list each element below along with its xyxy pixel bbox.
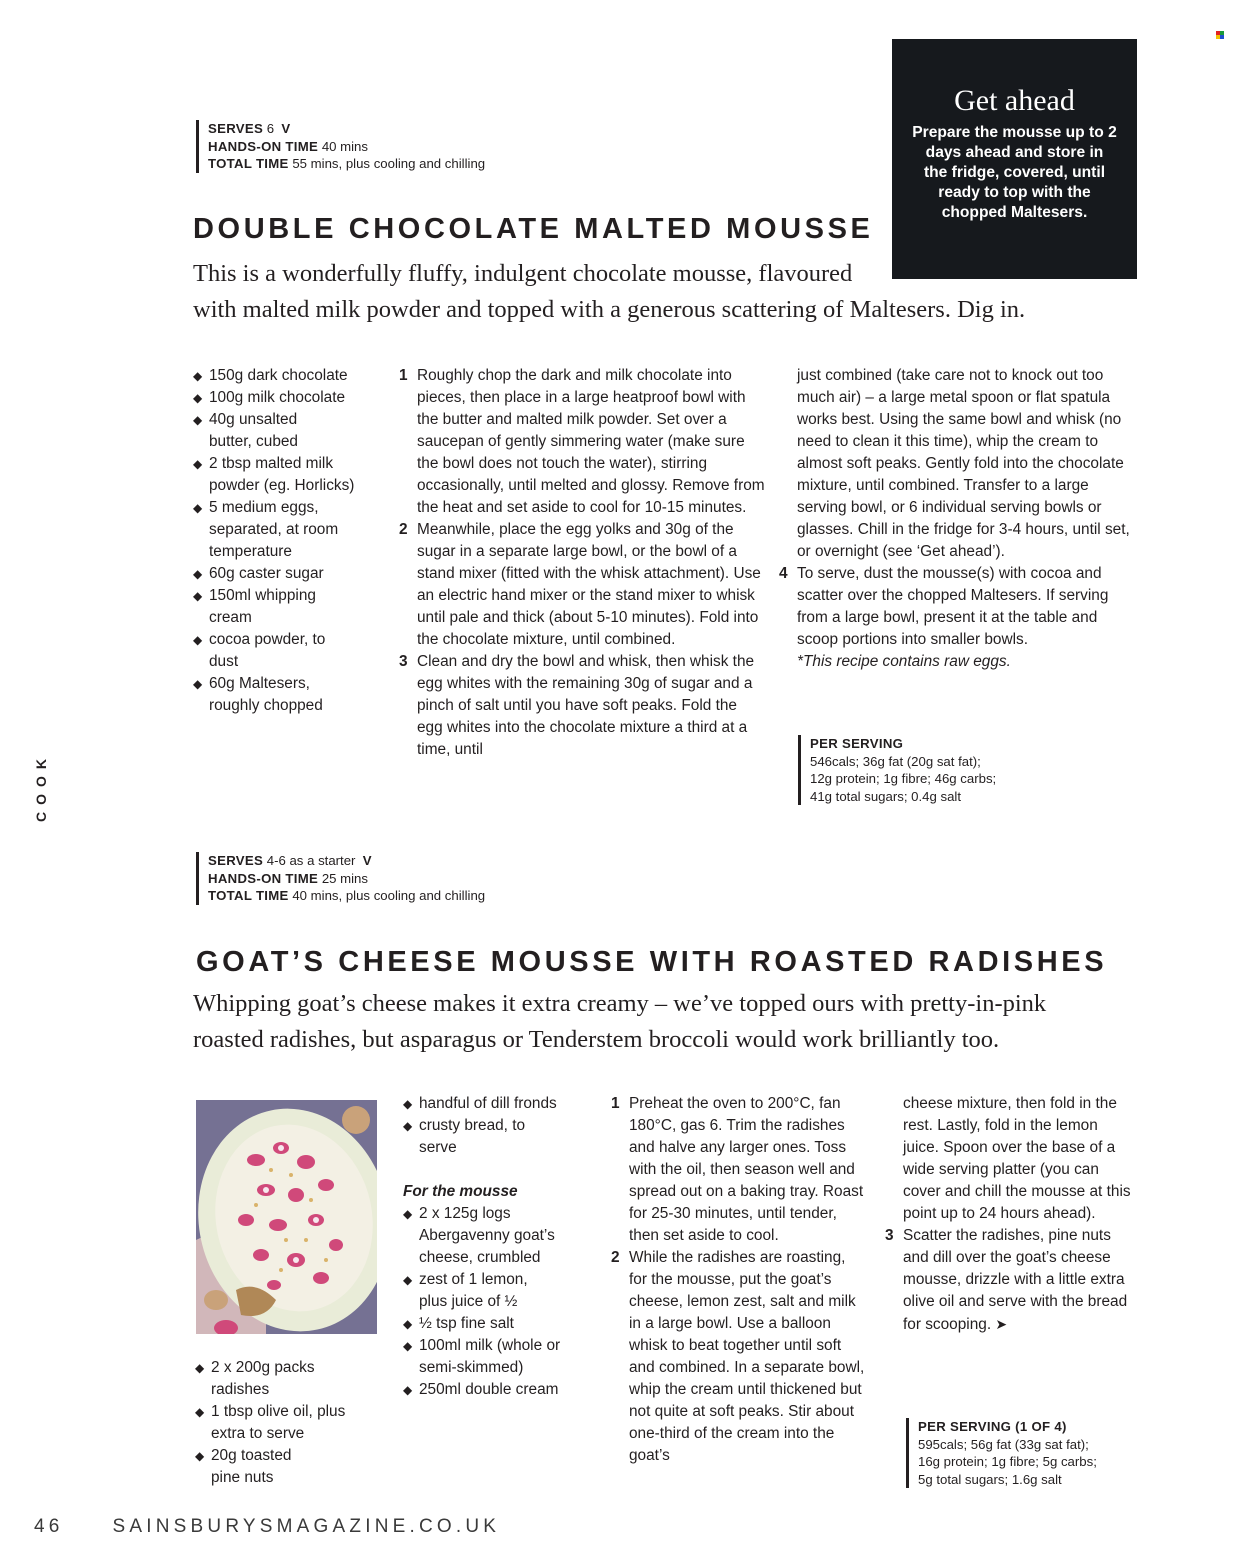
ingredient-item: ◆ crusty bread, to serve [403, 1115, 529, 1159]
recipe1-intro: This is a wonderfully fluffy, indulgent chocolate mousse, flavoured with malted milk powder and topped with a generous scattering of Maltesers. Dig in. [193, 260, 1026, 323]
method-step: 3 Scatter the radishes, pine nuts and dill over the goat’s cheese mousse, drizzle with a little extra olive oil and serve with the bread for scooping. ➤ [885, 1227, 1128, 1333]
footer-website: SAINSBURYSMAGAZINE.CO.UK [112, 1516, 501, 1537]
ingredient-item: ◆ zest of 1 lemon, plus juice of ½ [403, 1269, 549, 1313]
corner-color-mark [1216, 31, 1224, 39]
next-page-arrow-icon: ➤ [995, 1316, 1008, 1332]
ingredient-item: ◆ handful of dill fronds [403, 1093, 598, 1115]
ingredient-item: ◆ 250ml double cream [403, 1379, 598, 1401]
ingredient-item: ◆ 60g caster sugar [193, 563, 388, 585]
get-ahead-heading: Get ahead [954, 84, 1075, 117]
mousse-subheading: For the mousse [403, 1183, 518, 1200]
recipe1-method [399, 365, 765, 761]
ingredient-item: ◆ 100ml milk (whole or semi-skimmed) [403, 1335, 569, 1379]
method-step: 1 Preheat the oven to 200°C, fan 180°C, gas 6. Trim the radishes and halve any larger ones. Toss with the oil, then season well and spread out on a baking tray. Roast for 25-30 minutes, until tender, then set aside to cool. [611, 1095, 864, 1244]
recipe2-intro: Whipping goat’s cheese makes it extra creamy – we’ve topped ours with pretty-in-pink roasted radishes, but asparagus or Tenderstem broccoli would work brilliantly too. [193, 990, 1047, 1053]
raw-egg-note: *This recipe contains raw eggs. [797, 653, 1011, 670]
recipe1-nutrition: PER SERVING 546cals; 36g fat (20g sat fat); 12g protein; 1g fibre; 46g carbs; 41g total sugars; 0.4g salt [798, 735, 1110, 805]
recipe1-method-continued [779, 365, 1139, 673]
recipe2-ingredients [195, 1357, 385, 1489]
vegetarian-badge: V [281, 121, 291, 136]
recipe2-method-continued [885, 1093, 1135, 1336]
recipe2-nutrition: PER SERVING (1 OF 4) 595cals; 56g fat (33g sat fat); 16g protein; 1g fibre; 5g carbs; 5g total sugars; 1.6g salt [906, 1418, 1148, 1488]
method-step: 2 Meanwhile, place the egg yolks and 30g of the sugar in a separate large bowl, or the bowl of a stand mixer (fitted with the whisk attachment). Use an electric hand mixer or the stand mixer to whisk until pale and thick (about 5-10 minutes). Fold into the chocolate mixture, until combined. [399, 521, 761, 648]
recipe1-ingredients [193, 365, 388, 717]
ingredient-item: ◆ 40g unsalted butter, cubed [193, 409, 334, 453]
ingredient-item: ◆ cocoa powder, to dust [193, 629, 339, 673]
ingredient-item: ◆ 5 medium eggs, separated, at room temperature [193, 497, 369, 563]
recipe2-title: GOAT’S CHEESE MOUSSE WITH ROASTED RADISHES [196, 946, 1108, 978]
recipe2-ingredients-more [403, 1093, 598, 1401]
ingredient-item: ◆ 150g dark chocolate [193, 365, 388, 387]
method-step: 4 To serve, dust the mousse(s) with cocoa and scatter over the chopped Maltesers. If serving from a large bowl, present it at the table and scoop portions into smaller bowls. [779, 565, 1109, 648]
ingredient-item: ◆ 60g Maltesers, roughly chopped [193, 673, 359, 717]
recipe2-method [611, 1093, 867, 1467]
ingredient-item: ◆ 2 x 200g packs radishes [195, 1357, 341, 1401]
page-number: 46 [34, 1516, 64, 1537]
food-photo [196, 1100, 377, 1334]
ingredient-item: ◆ ½ tsp fine salt [403, 1313, 598, 1335]
method-step-continued: cheese mixture, then fold in the rest. Lastly, fold in the lemon juice. Spoon over the base of a wide serving platter (you can cover and chill the mousse at this point up to 24 hours ahead). [903, 1095, 1131, 1222]
get-ahead-text: Prepare the mousse up to 2 days ahead and store in the fridge, covered, until ready to top with the chopped Maltesers. [912, 124, 1117, 221]
footer [34, 1516, 500, 1538]
recipe2-meta: SERVES 4-6 as a starter V HANDS-ON TIME 25 mins TOTAL TIME 40 mins, plus cooling and chilling [196, 852, 808, 905]
method-step-continued: just combined (take care not to knock out too much air) – a large metal spoon or flat spatula works best. Using the same bowl and whisk (no need to clean it this time), whip the cream to almost soft peaks. Gently fold into the chocolate mixture, until combined. Transfer to a large serving bowl, or 6 individual serving bowls or glasses. Chill in the fridge for 3-4 hours, until set, or overnight (see ‘Get ahead’). [797, 367, 1130, 560]
vegetarian-badge: V [362, 853, 372, 868]
method-step: 2 While the radishes are roasting, for the mousse, put the goat’s cheese, lemon zest, salt and milk in a large bowl. Use a balloon whisk to beat together until soft and combined. In a separate bowl, whip the cream until thickened but not quite at soft peaks. Stir about one-third of the cream into the goat’s [611, 1249, 865, 1464]
ingredient-item: ◆ 100g milk chocolate [193, 387, 388, 409]
section-label-vertical: COOK [33, 752, 49, 822]
ingredient-item: ◆ 150ml whipping cream [193, 585, 349, 629]
ingredient-item: ◆ 1 tbsp olive oil, plus extra to serve [195, 1401, 371, 1445]
recipe1-meta: SERVES 6 V HANDS-ON TIME 40 mins TOTAL TIME 55 mins, plus cooling and chilling [196, 120, 808, 173]
ingredient-item: ◆ 2 tbsp malted milk powder (eg. Horlicks) [193, 453, 379, 497]
ingredient-item: ◆ 2 x 125g logs Abergavenny goat’s cheese, crumbled [403, 1203, 594, 1269]
ingredient-item: ◆ 20g toasted pine nuts [195, 1445, 321, 1489]
method-step: 3 Clean and dry the bowl and whisk, then whisk the egg whites with the remaining 30g of sugar and a pinch of salt until you have soft peaks. Fold the egg whites into the chocolate mixture a third at a time, until [399, 653, 755, 758]
recipe1-title: DOUBLE CHOCOLATE MALTED MOUSSE [193, 213, 874, 245]
get-ahead-box [892, 39, 1137, 279]
method-step: 1 Roughly chop the dark and milk chocolate into pieces, then place in a large heatproof bowl with the butter and malted milk powder. Set over a saucepan of gently simmering water (make sure the bowl does not touch the water), stirring occasionally, until melted and glossy. Remove from the heat and set aside to cool for 10-15 minutes. [399, 367, 765, 516]
